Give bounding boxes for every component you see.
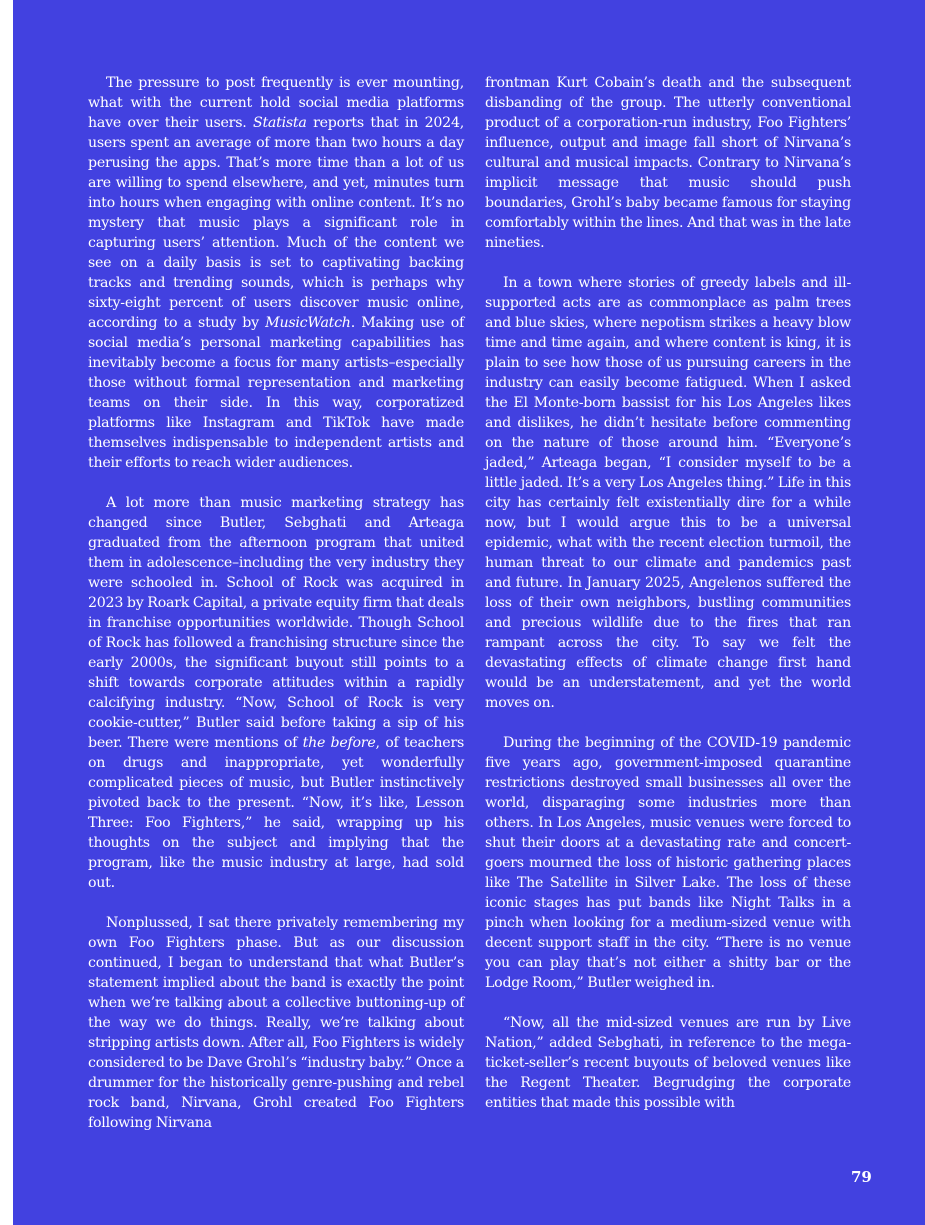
paragraph: In a town where stories of greedy labels and ill-supported acts are as commonplace as palm trees and blue skies, where nepotism strikes a heavy blow time and time again, and where content is king, it is plain to see how those of us pursuing careers in the industry can easily become fatigued. When I asked the El Monte-born bassist for his Los Angeles likes and dislikes, he didn’t hesitate before commenting on the nature of those around him. “Everyone’s jaded,” Arteaga began, “I consider myself to be a little jaded. It’s a very Los Angeles thing.” Life in this city has certainly felt existentially dire for a while now, but I would argue this to be a universal epidemic, what with the recent election turmoil, the human threat to our climate and pandemics past and future. In January 2025, Angelenos suffered the loss of their own neighbors, bustling communities and precious wildlife due to the fires that ran rampant across the city. To say we felt the devastating effects of climate change first hand would be an understatement, and yet the world moves on. xyxy=(485,275,851,711)
emphasis: the before xyxy=(302,735,376,751)
left-column xyxy=(88,73,464,1153)
paragraph: A lot more than music marketing strategy has changed since Butler, Sebghati and Arteaga graduated from the afternoon program that united them in adolescence–including the very industry they were schooled in. School of Rock was acquired in 2023 by Roark Capital, a private equity firm that deals in franchise opportunities worldwide. Though School of Rock has followed a franchising structure since the early 2000s, the significant buyout still points to a shift towards corporate attitudes within a rapidly calcifying industry. “Now, School of Rock is very cookie-cutter,” Butler said before taking a sip of his beer. There were mentions of the before, of teachers on drugs and inappropriate, yet wonderfully complicated pieces of music, but Butler instinctively pivoted back to the present. “Now, it’s like, Lesson Three: Foo Fighters,” he said, wrapping up his thoughts on the subject and implying that the program, like the music industry at large, had sold out. xyxy=(88,495,465,891)
page-number: 79 xyxy=(851,1168,872,1186)
paragraph: Nonplussed, I sat there privately remembering my own Foo Fighters phase. But as our discussion continued, I began to understand that what Butler’s statement implied about the band is exactly the point when we’re talking about a collective buttoning-up of the way we do things. Really, we’re talking about stripping artists down. After all, Foo Fighters is widely considered to be Dave Grohl’s “industry baby.” Once a drummer for the historically genre-pushing and rebel rock band, Nirvana, Grohl created Foo Fighters following Nirvana xyxy=(88,915,464,1131)
paragraph: “Now, all the mid-sized venues are run by Live Nation,” added Sebghati, in reference to the mega-ticket-seller’s recent buyouts of beloved venues like the Regent Theater. Begrudging the corporate entities that made this possible with xyxy=(485,1015,851,1111)
right-column xyxy=(485,73,851,1133)
magazine-page xyxy=(13,0,925,1225)
publication-name: Statista xyxy=(253,115,307,131)
paragraph: During the beginning of the COVID-19 pandemic five years ago, government-imposed quarantine restrictions destroyed small businesses all over the world, disparaging some industries more than others. In Los Angeles, music venues were forced to shut their doors at a devastating rate and concert-goers mourned the loss of historic gathering places like The Satellite in Silver Lake. The loss of these iconic stages has put bands like Night Talks in a pinch when looking for a medium-sized venue with decent support staff in the city. “There is no venue you can play that’s not either a shitty bar or the Lodge Room,” Butler weighed in. xyxy=(485,735,851,991)
publication-name: MusicWatch xyxy=(265,315,351,331)
paragraph: frontman Kurt Cobain’s death and the subsequent disbanding of the group. The utterly conventional product of a corporation-run industry, Foo Fighters’ influence, output and image fall short of Nirvana’s cultural and musical impacts. Contrary to Nirvana’s implicit message that music should push boundaries, Grohl’s baby became famous for staying comfortably within the lines. And that was in the late nineties. xyxy=(485,75,851,251)
paragraph: The pressure to post frequently is ever mounting, what with the current hold social media platforms have over their users. Statista reports that in 2024, users spent an average of more than two hours a day perusing the apps. That’s more time than a lot of us are willing to spend elsewhere, and yet, minutes turn into hours when engaging with online content. It’s no mystery that music plays a significant role in capturing users’ attention. Much of the content we see on a daily basis is set to captivating backing tracks and trending sounds, which is perhaps why sixty-eight percent of users discover music online, according to a study by MusicWatch. Making use of social media’s personal marketing capabilities has inevitably become a focus for many artists–especially those without formal representation and marketing teams on their side. In this way, corporatized platforms like Instagram and TikTok have made themselves indispensable to independent artists and their efforts to reach wider audiences. xyxy=(88,75,464,471)
